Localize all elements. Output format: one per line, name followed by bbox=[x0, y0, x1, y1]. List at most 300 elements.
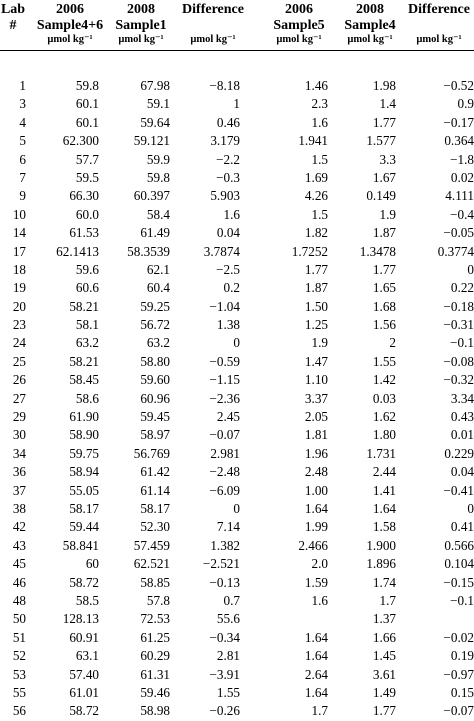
cell-sample-2008-a: 59.9 bbox=[146, 151, 170, 167]
cell-difference-b: −0.31 bbox=[443, 317, 474, 333]
cell-sample-2006-a: 61.90 bbox=[69, 409, 99, 425]
cell-difference-a: −8.18 bbox=[209, 78, 240, 93]
cell-sample-2008-a: 58.98 bbox=[140, 703, 170, 719]
cell-sample-2008-b: 1.98 bbox=[372, 78, 396, 93]
cell-sample-2006-a: 58.72 bbox=[69, 703, 99, 719]
cell-difference-b: 0.22 bbox=[450, 280, 474, 296]
cell-sample-2006-b: 1.6 bbox=[311, 114, 328, 130]
cell-sample-2008-b: 1.41 bbox=[372, 482, 396, 498]
cell-sample-2006-a: 59.5 bbox=[75, 169, 99, 185]
cell-lab-number: 6 bbox=[19, 151, 26, 167]
header-col4-unit: µmol kg⁻¹ bbox=[276, 34, 322, 45]
cell-lab-number: 30 bbox=[12, 427, 26, 443]
cell-sample-2008-b: 2 bbox=[389, 335, 396, 351]
cell-sample-2006-b: 2.466 bbox=[298, 537, 328, 553]
table-row bbox=[0, 500, 474, 518]
table-row bbox=[0, 316, 474, 334]
cell-sample-2008-a: 61.14 bbox=[140, 482, 170, 498]
cell-sample-2008-a: 58.3539 bbox=[127, 243, 170, 259]
cell-sample-2006-b: 1.10 bbox=[304, 372, 328, 388]
cell-sample-2008-b: 1.74 bbox=[372, 574, 396, 590]
cell-difference-a: 0.7 bbox=[223, 592, 240, 608]
cell-difference-b: 0 bbox=[467, 500, 474, 516]
header-col1-year: 2006 bbox=[56, 2, 84, 17]
cell-lab-number: 5 bbox=[19, 133, 26, 149]
cell-sample-2006-b: 1.25 bbox=[304, 317, 328, 333]
table-row bbox=[0, 629, 474, 647]
cell-difference-a: 0 bbox=[233, 335, 240, 351]
cell-lab-number: 26 bbox=[12, 372, 26, 388]
table-row bbox=[0, 206, 474, 224]
cell-difference-b: −0.05 bbox=[443, 225, 474, 241]
table-row bbox=[0, 702, 474, 720]
cell-sample-2008-a: 57.459 bbox=[133, 537, 170, 553]
cell-difference-b: −1.8 bbox=[450, 151, 474, 167]
cell-lab-number: 9 bbox=[19, 188, 26, 204]
cell-difference-b: 0.01 bbox=[450, 427, 474, 443]
cell-difference-a: −0.3 bbox=[216, 169, 240, 185]
table-row bbox=[0, 261, 474, 279]
table-row bbox=[0, 371, 474, 389]
cell-difference-b: 0.566 bbox=[444, 537, 474, 553]
cell-sample-2006-a: 58.6 bbox=[75, 390, 99, 406]
cell-lab-number: 1 bbox=[19, 78, 26, 93]
table-row bbox=[0, 390, 474, 408]
cell-difference-a: −2.521 bbox=[202, 556, 240, 572]
cell-sample-2006-a: 58.21 bbox=[69, 353, 99, 369]
cell-sample-2008-b: 0.149 bbox=[366, 188, 396, 204]
cell-sample-2006-a: 59.6 bbox=[75, 261, 99, 277]
table-row bbox=[0, 151, 474, 169]
cell-difference-a: 7.14 bbox=[216, 519, 240, 535]
cell-lab-number: 19 bbox=[12, 280, 26, 296]
cell-sample-2008-b: 3.3 bbox=[379, 151, 396, 167]
cell-lab-number: 50 bbox=[12, 611, 26, 627]
cell-difference-a: −0.59 bbox=[209, 353, 240, 369]
cell-sample-2008-b: 1.87 bbox=[372, 225, 396, 241]
header-col2-unit: µmol kg⁻¹ bbox=[118, 34, 164, 45]
cell-sample-2006-a: 58.90 bbox=[69, 427, 99, 443]
cell-sample-2008-b: 0.03 bbox=[372, 390, 396, 406]
cell-sample-2008-a: 63.2 bbox=[146, 335, 170, 351]
cell-sample-2008-b: 1.62 bbox=[372, 409, 396, 425]
cell-sample-2008-a: 57.8 bbox=[146, 592, 170, 608]
cell-sample-2008-b: 1.68 bbox=[372, 298, 396, 314]
cell-sample-2008-b: 1.56 bbox=[372, 317, 396, 333]
cell-sample-2006-b: 1.47 bbox=[304, 353, 328, 369]
cell-difference-a: 0.2 bbox=[223, 280, 240, 296]
cell-sample-2008-b: 1.731 bbox=[366, 445, 396, 461]
cell-sample-2006-b: 1.00 bbox=[304, 482, 328, 498]
cell-difference-b: −0.17 bbox=[443, 114, 474, 130]
cell-lab-number: 7 bbox=[19, 169, 26, 185]
cell-sample-2008-b: 1.66 bbox=[372, 629, 396, 645]
cell-difference-b: 3.34 bbox=[450, 390, 474, 406]
cell-sample-2006-a: 57.7 bbox=[75, 151, 99, 167]
cell-sample-2008-b: 1.80 bbox=[372, 427, 396, 443]
header-rule bbox=[0, 50, 474, 51]
table-row bbox=[0, 169, 474, 187]
header-col5-unit: µmol kg⁻¹ bbox=[347, 34, 393, 45]
cell-lab-number: 29 bbox=[12, 409, 26, 425]
cell-sample-2008-b: 1.77 bbox=[372, 261, 396, 277]
cell-sample-2008-b: 1.55 bbox=[372, 353, 396, 369]
cell-sample-2008-b: 1.3478 bbox=[359, 243, 396, 259]
cell-sample-2006-b: 2.3 bbox=[311, 96, 328, 112]
cell-difference-b: 0.364 bbox=[444, 133, 474, 149]
cell-sample-2006-b: 1.64 bbox=[304, 648, 328, 664]
header-col3-unit: µmol kg⁻¹ bbox=[190, 34, 236, 45]
cell-sample-2008-a: 59.121 bbox=[133, 133, 170, 149]
cell-sample-2008-b: 1.67 bbox=[372, 169, 396, 185]
cell-lab-number: 42 bbox=[12, 519, 26, 535]
header-lab-line2: # bbox=[9, 18, 17, 33]
cell-difference-b: 0.19 bbox=[450, 648, 474, 664]
table-row bbox=[0, 684, 474, 702]
cell-difference-a: −0.13 bbox=[209, 574, 240, 590]
cell-difference-a: 3.7874 bbox=[203, 243, 240, 259]
cell-sample-2006-b: 1.87 bbox=[304, 280, 328, 296]
cell-sample-2006-b: 1.59 bbox=[304, 574, 328, 590]
cell-difference-a: 2.81 bbox=[216, 648, 240, 664]
cell-sample-2006-b: 1.96 bbox=[304, 445, 328, 461]
cell-sample-2006-a: 60 bbox=[85, 556, 99, 572]
cell-lab-number: 53 bbox=[12, 666, 26, 682]
table-row bbox=[0, 334, 474, 352]
cell-sample-2006-a: 59.44 bbox=[69, 519, 99, 535]
cell-sample-2006-a: 60.0 bbox=[75, 206, 99, 222]
table-row bbox=[0, 243, 474, 261]
cell-sample-2006-a: 62.1413 bbox=[56, 243, 99, 259]
cell-sample-2008-a: 59.45 bbox=[140, 409, 170, 425]
cell-difference-a: 1.55 bbox=[216, 684, 240, 700]
cell-lab-number: 4 bbox=[19, 114, 26, 130]
cell-sample-2006-a: 62.300 bbox=[62, 133, 99, 149]
table-row bbox=[0, 518, 474, 536]
cell-sample-2008-b: 1.577 bbox=[366, 133, 396, 149]
cell-sample-2006-a: 58.5 bbox=[75, 592, 99, 608]
cell-difference-b: −0.1 bbox=[450, 335, 474, 351]
cell-sample-2008-a: 59.1 bbox=[146, 96, 170, 112]
cell-sample-2006-a: 63.1 bbox=[75, 648, 99, 664]
table-row bbox=[0, 77, 474, 95]
cell-sample-2008-b: 3.61 bbox=[372, 666, 396, 682]
cell-difference-b: 4.111 bbox=[445, 188, 474, 204]
cell-sample-2006-b: 1.7252 bbox=[291, 243, 328, 259]
cell-sample-2006-b: 1.81 bbox=[304, 427, 328, 443]
table-row bbox=[0, 187, 474, 205]
header-col5-name: Sample4 bbox=[344, 18, 396, 33]
cell-sample-2006-a: 60.6 bbox=[75, 280, 99, 296]
cell-difference-a: 1.38 bbox=[216, 317, 240, 333]
table-row bbox=[0, 537, 474, 555]
cell-sample-2006-b: 1.82 bbox=[304, 225, 328, 241]
table-row bbox=[0, 647, 474, 665]
cell-sample-2006-b: 1.64 bbox=[304, 684, 328, 700]
cell-sample-2008-a: 56.769 bbox=[133, 445, 170, 461]
cell-difference-a: −2.5 bbox=[216, 261, 240, 277]
cell-sample-2008-b: 1.49 bbox=[372, 684, 396, 700]
cell-lab-number: 45 bbox=[12, 556, 26, 572]
cell-sample-2006-a: 61.01 bbox=[69, 684, 99, 700]
cell-lab-number: 36 bbox=[12, 464, 26, 480]
header-col5-year: 2008 bbox=[356, 2, 384, 17]
cell-sample-2006-b: 1.46 bbox=[304, 78, 328, 93]
cell-sample-2008-a: 58.97 bbox=[140, 427, 170, 443]
cell-sample-2006-b: 1.50 bbox=[304, 298, 328, 314]
header-col4-year: 2006 bbox=[285, 2, 313, 17]
cell-sample-2006-b: 1.941 bbox=[298, 133, 328, 149]
header-col6-name: Difference bbox=[408, 2, 470, 17]
cell-sample-2008-a: 59.8 bbox=[146, 169, 170, 185]
cell-difference-a: −2.36 bbox=[209, 390, 240, 406]
cell-difference-a: −0.26 bbox=[209, 703, 240, 719]
cell-sample-2008-b: 1.42 bbox=[372, 372, 396, 388]
cell-difference-b: −0.15 bbox=[443, 574, 474, 590]
cell-sample-2008-a: 59.46 bbox=[140, 684, 170, 700]
cell-difference-b: −0.02 bbox=[443, 629, 474, 645]
cell-sample-2008-a: 62.521 bbox=[133, 556, 170, 572]
cell-sample-2006-a: 58.21 bbox=[69, 298, 99, 314]
cell-sample-2006-b: 1.64 bbox=[304, 500, 328, 516]
cell-lab-number: 43 bbox=[12, 537, 26, 553]
cell-difference-b: −0.97 bbox=[443, 666, 474, 682]
cell-sample-2006-b: 1.6 bbox=[311, 592, 328, 608]
cell-sample-2008-b: 1.64 bbox=[372, 500, 396, 516]
cell-difference-a: −1.04 bbox=[209, 298, 240, 314]
cell-difference-a: −1.15 bbox=[209, 372, 240, 388]
cell-difference-a: 2.45 bbox=[216, 409, 240, 425]
cell-difference-b: −0.08 bbox=[443, 353, 474, 369]
cell-difference-a: 55.6 bbox=[216, 611, 240, 627]
table-row bbox=[0, 592, 474, 610]
cell-lab-number: 20 bbox=[12, 298, 26, 314]
cell-sample-2006-b: 2.05 bbox=[304, 409, 328, 425]
cell-lab-number: 27 bbox=[12, 390, 26, 406]
cell-lab-number: 46 bbox=[12, 574, 26, 590]
cell-difference-a: 0.04 bbox=[216, 225, 240, 241]
header-col2 bbox=[104, 2, 178, 46]
cell-sample-2006-a: 58.17 bbox=[69, 500, 99, 516]
header-col3-name: Difference bbox=[182, 2, 244, 17]
cell-sample-2006-a: 59.8 bbox=[75, 78, 99, 93]
cell-difference-b: 0.15 bbox=[450, 684, 474, 700]
cell-sample-2008-b: 1.900 bbox=[366, 537, 396, 553]
cell-lab-number: 14 bbox=[12, 225, 26, 241]
cell-sample-2006-a: 57.40 bbox=[69, 666, 99, 682]
cell-difference-b: −0.4 bbox=[450, 206, 474, 222]
cell-sample-2008-b: 1.896 bbox=[366, 556, 396, 572]
cell-difference-b: 0.3774 bbox=[437, 243, 474, 259]
cell-sample-2006-a: 55.05 bbox=[69, 482, 99, 498]
table-row bbox=[0, 279, 474, 297]
cell-difference-a: −0.34 bbox=[209, 629, 240, 645]
cell-sample-2006-a: 63.2 bbox=[75, 335, 99, 351]
cell-sample-2006-b: 2.48 bbox=[304, 464, 328, 480]
cell-sample-2008-b: 2.44 bbox=[372, 464, 396, 480]
cell-difference-b: 0.02 bbox=[450, 169, 474, 185]
cell-difference-a: 3.179 bbox=[210, 133, 240, 149]
cell-difference-a: −6.09 bbox=[209, 482, 240, 498]
cell-sample-2006-a: 59.75 bbox=[69, 445, 99, 461]
cell-lab-number: 10 bbox=[12, 206, 26, 222]
cell-sample-2006-a: 58.45 bbox=[69, 372, 99, 388]
header-col2-name: Sample1 bbox=[115, 18, 167, 33]
cell-sample-2008-b: 1.65 bbox=[372, 280, 396, 296]
cell-sample-2008-a: 59.64 bbox=[140, 114, 170, 130]
cell-lab-number: 23 bbox=[12, 317, 26, 333]
table-row bbox=[0, 445, 474, 463]
header-col5 bbox=[336, 2, 404, 46]
cell-sample-2006-a: 58.72 bbox=[69, 574, 99, 590]
cell-sample-2008-b: 1.37 bbox=[372, 611, 396, 627]
cell-sample-2006-b: 1.5 bbox=[311, 206, 328, 222]
cell-sample-2008-a: 61.42 bbox=[140, 464, 170, 480]
cell-difference-b: −0.07 bbox=[443, 703, 474, 719]
cell-difference-a: 2.981 bbox=[210, 445, 240, 461]
cell-difference-b: 0 bbox=[467, 261, 474, 277]
header-col1-unit: µmol kg⁻¹ bbox=[47, 34, 93, 45]
table-row bbox=[0, 408, 474, 426]
cell-lab-number: 55 bbox=[12, 684, 26, 700]
cell-lab-number: 25 bbox=[12, 353, 26, 369]
cell-sample-2008-a: 58.17 bbox=[140, 500, 170, 516]
cell-difference-b: −0.18 bbox=[443, 298, 474, 314]
cell-sample-2008-a: 58.85 bbox=[140, 574, 170, 590]
header-col6-unit: µmol kg⁻¹ bbox=[416, 34, 462, 45]
cell-sample-2008-a: 60.397 bbox=[133, 188, 170, 204]
header-col3 bbox=[178, 2, 248, 46]
cell-lab-number: 56 bbox=[12, 703, 26, 719]
cell-sample-2008-a: 60.96 bbox=[140, 390, 170, 406]
cell-difference-b: −0.41 bbox=[443, 482, 474, 498]
cell-sample-2006-b: 2.64 bbox=[304, 666, 328, 682]
cell-difference-a: −2.48 bbox=[209, 464, 240, 480]
cell-sample-2008-a: 52.30 bbox=[140, 519, 170, 535]
cell-difference-a: 5.903 bbox=[210, 188, 240, 204]
table-row bbox=[0, 610, 474, 628]
cell-sample-2008-b: 1.9 bbox=[379, 206, 396, 222]
cell-difference-a: −0.07 bbox=[209, 427, 240, 443]
table-row bbox=[0, 224, 474, 242]
cell-sample-2008-a: 62.1 bbox=[146, 261, 170, 277]
table-row bbox=[0, 95, 474, 113]
cell-sample-2008-a: 60.4 bbox=[146, 280, 170, 296]
cell-sample-2006-a: 61.53 bbox=[69, 225, 99, 241]
cell-sample-2008-a: 60.29 bbox=[140, 648, 170, 664]
cell-sample-2006-a: 58.94 bbox=[69, 464, 99, 480]
cell-sample-2006-a: 60.91 bbox=[69, 629, 99, 645]
cell-difference-b: 0.43 bbox=[450, 409, 474, 425]
cell-difference-b: 0.104 bbox=[444, 556, 474, 572]
cell-difference-a: −3.91 bbox=[209, 666, 240, 682]
cell-sample-2008-b: 1.77 bbox=[372, 114, 396, 130]
table-row bbox=[0, 555, 474, 573]
header-lab bbox=[0, 2, 26, 34]
cell-sample-2008-a: 56.72 bbox=[140, 317, 170, 333]
cell-sample-2006-b: 2.0 bbox=[311, 556, 328, 572]
cell-difference-a: 1 bbox=[233, 96, 240, 112]
cell-difference-a: 1.6 bbox=[223, 206, 240, 222]
table-row bbox=[0, 132, 474, 150]
cell-sample-2008-a: 67.98 bbox=[140, 78, 170, 93]
header-col1-name: Sample4+6 bbox=[36, 18, 104, 33]
cell-lab-number: 17 bbox=[12, 243, 26, 259]
table-row bbox=[0, 298, 474, 316]
table-row bbox=[0, 574, 474, 592]
cell-sample-2006-a: 66.30 bbox=[69, 188, 99, 204]
cell-sample-2008-a: 61.31 bbox=[140, 666, 170, 682]
cell-sample-2008-a: 61.25 bbox=[140, 629, 170, 645]
table-row bbox=[0, 482, 474, 500]
cell-sample-2006-b: 1.77 bbox=[304, 261, 328, 277]
table-row bbox=[0, 666, 474, 684]
header-col2-year: 2008 bbox=[127, 2, 155, 17]
header-col1 bbox=[30, 2, 110, 46]
cell-sample-2008-b: 1.58 bbox=[372, 519, 396, 535]
cell-sample-2008-a: 59.60 bbox=[140, 372, 170, 388]
cell-sample-2006-b: 1.5 bbox=[311, 151, 328, 167]
table-row bbox=[0, 114, 474, 132]
cell-difference-b: −0.32 bbox=[443, 372, 474, 388]
cell-lab-number: 52 bbox=[12, 648, 26, 664]
cell-lab-number: 34 bbox=[12, 445, 26, 461]
cell-sample-2006-b: 1.64 bbox=[304, 629, 328, 645]
cell-lab-number: 18 bbox=[12, 261, 26, 277]
cell-sample-2008-a: 58.80 bbox=[140, 353, 170, 369]
cell-lab-number: 51 bbox=[12, 629, 26, 645]
table-row bbox=[0, 426, 474, 444]
cell-difference-a: 0 bbox=[233, 500, 240, 516]
cell-sample-2006-b: 1.99 bbox=[304, 519, 328, 535]
cell-sample-2006-b: 1.69 bbox=[304, 169, 328, 185]
header-col4-name: Sample5 bbox=[273, 18, 325, 33]
table-row bbox=[0, 463, 474, 481]
cell-difference-b: 0.04 bbox=[450, 464, 474, 480]
header-lab-line1: Lab bbox=[0, 2, 26, 17]
cell-sample-2008-a: 59.25 bbox=[140, 298, 170, 314]
cell-sample-2006-a: 58.1 bbox=[75, 317, 99, 333]
header-col6 bbox=[404, 2, 474, 46]
cell-sample-2008-a: 58.4 bbox=[146, 206, 170, 222]
cell-difference-b: 0.41 bbox=[450, 519, 474, 535]
cell-difference-b: −0.52 bbox=[443, 78, 474, 93]
cell-sample-2006-a: 60.1 bbox=[75, 114, 99, 130]
cell-lab-number: 3 bbox=[19, 96, 26, 112]
cell-sample-2006-a: 60.1 bbox=[75, 96, 99, 112]
cell-difference-b: −0.1 bbox=[450, 592, 474, 608]
cell-lab-number: 38 bbox=[12, 500, 26, 516]
cell-sample-2008-a: 72.53 bbox=[140, 611, 170, 627]
cell-sample-2006-b: 4.26 bbox=[304, 188, 328, 204]
data-table-body bbox=[0, 77, 474, 721]
cell-difference-b: 0.9 bbox=[457, 96, 474, 112]
cell-sample-2006-a: 58.841 bbox=[62, 537, 99, 553]
cell-sample-2008-b: 1.7 bbox=[379, 592, 396, 608]
cell-difference-a: −2.2 bbox=[216, 151, 240, 167]
cell-sample-2006-a: 128.13 bbox=[62, 611, 99, 627]
cell-sample-2006-b: 3.37 bbox=[304, 390, 328, 406]
cell-difference-a: 0.46 bbox=[216, 114, 240, 130]
header-col4 bbox=[262, 2, 336, 46]
cell-sample-2008-b: 1.45 bbox=[372, 648, 396, 664]
cell-sample-2008-b: 1.77 bbox=[372, 703, 396, 719]
cell-lab-number: 48 bbox=[12, 592, 26, 608]
cell-sample-2006-b: 1.9 bbox=[311, 335, 328, 351]
cell-difference-a: 1.382 bbox=[210, 537, 240, 553]
cell-difference-b: 0.229 bbox=[444, 445, 474, 461]
cell-sample-2008-b: 1.4 bbox=[379, 96, 396, 112]
